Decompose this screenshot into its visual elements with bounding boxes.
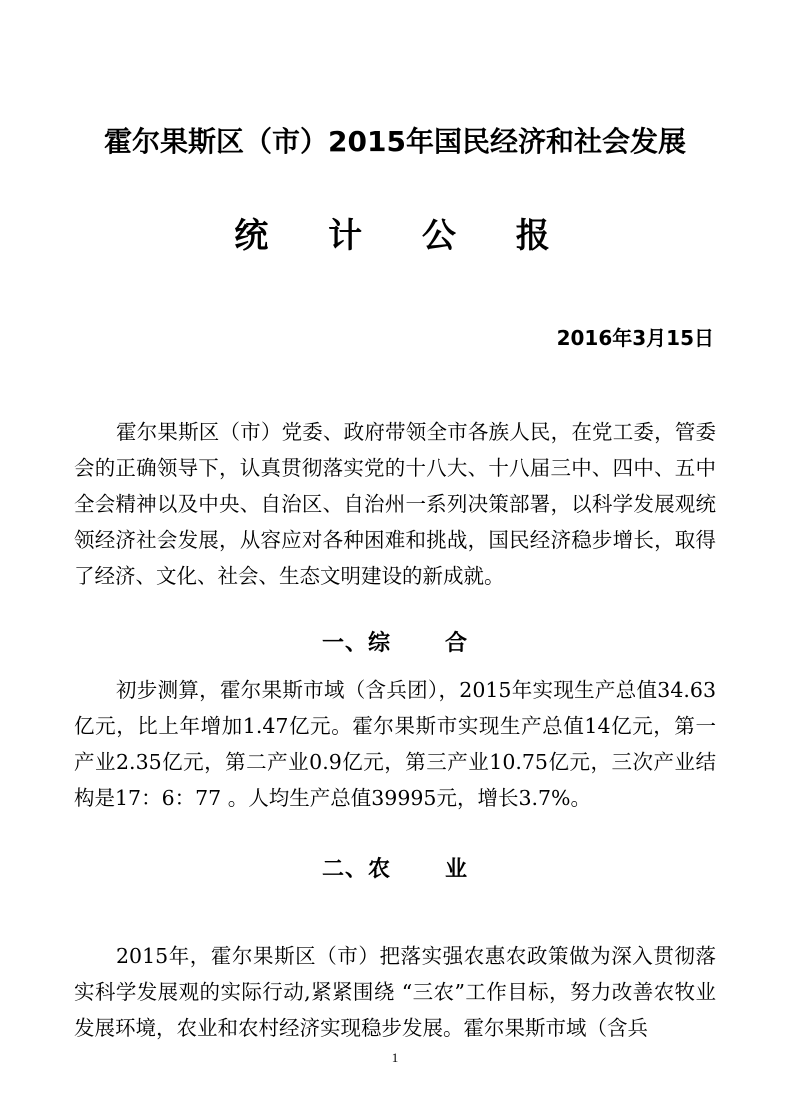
section-agriculture-paragraph: 2015年，霍尔果斯区（市）把落实强农惠农政策做为深入贯彻落实科学发展观的实际行动,紧紧围绕 “三农”工作目标，努力改善农牧业发展环境，农业和农村经济实现稳步发展。霍尔果斯市域（含兵 [74, 944, 716, 1040]
publication-date: 2016年3月15日 [556, 326, 714, 350]
section-heading-overview-part1: 一、综 [321, 631, 391, 656]
intro-paragraph: 霍尔果斯区（市）党委、政府带领全市各族人民，在党工委，管委会的正确领导下，认真贯彻落实党的十八大、十八届三中、四中、五中全会精神以及中央、自治区、自治州一系列决策部署，以科学发展观统领经济社会发展，从容应对各种困难和挑战，国民经济稳步增长，取得了经济、文化、社会、生态文明建设的新成就。 [74, 420, 716, 588]
section-heading-agriculture-part1: 二、农 [321, 857, 391, 882]
document-subtitle: 统 计 公 报 [234, 216, 574, 256]
section-heading-agriculture-part2: 业 [445, 857, 469, 882]
section-heading-overview [0, 628, 790, 660]
section-overview-paragraph: 初步测算，霍尔果斯市域（含兵团），2015年实现生产总值34.63亿元，比上年增加1.47亿元。霍尔果斯市实现生产总值14亿元，第一产业2.35亿元，第二产业0.9亿元，第三产业10.75亿元，三次产业结构是17：6：77 。人均生产总值39995元，增长3.7%。 [74, 678, 716, 810]
section-heading-overview-part2: 合 [445, 631, 469, 656]
document-title: 霍尔果斯区（市）2015年国民经济和社会发展 [104, 125, 686, 158]
section-heading-agriculture [0, 854, 790, 886]
page-number: 1 [391, 1050, 399, 1065]
